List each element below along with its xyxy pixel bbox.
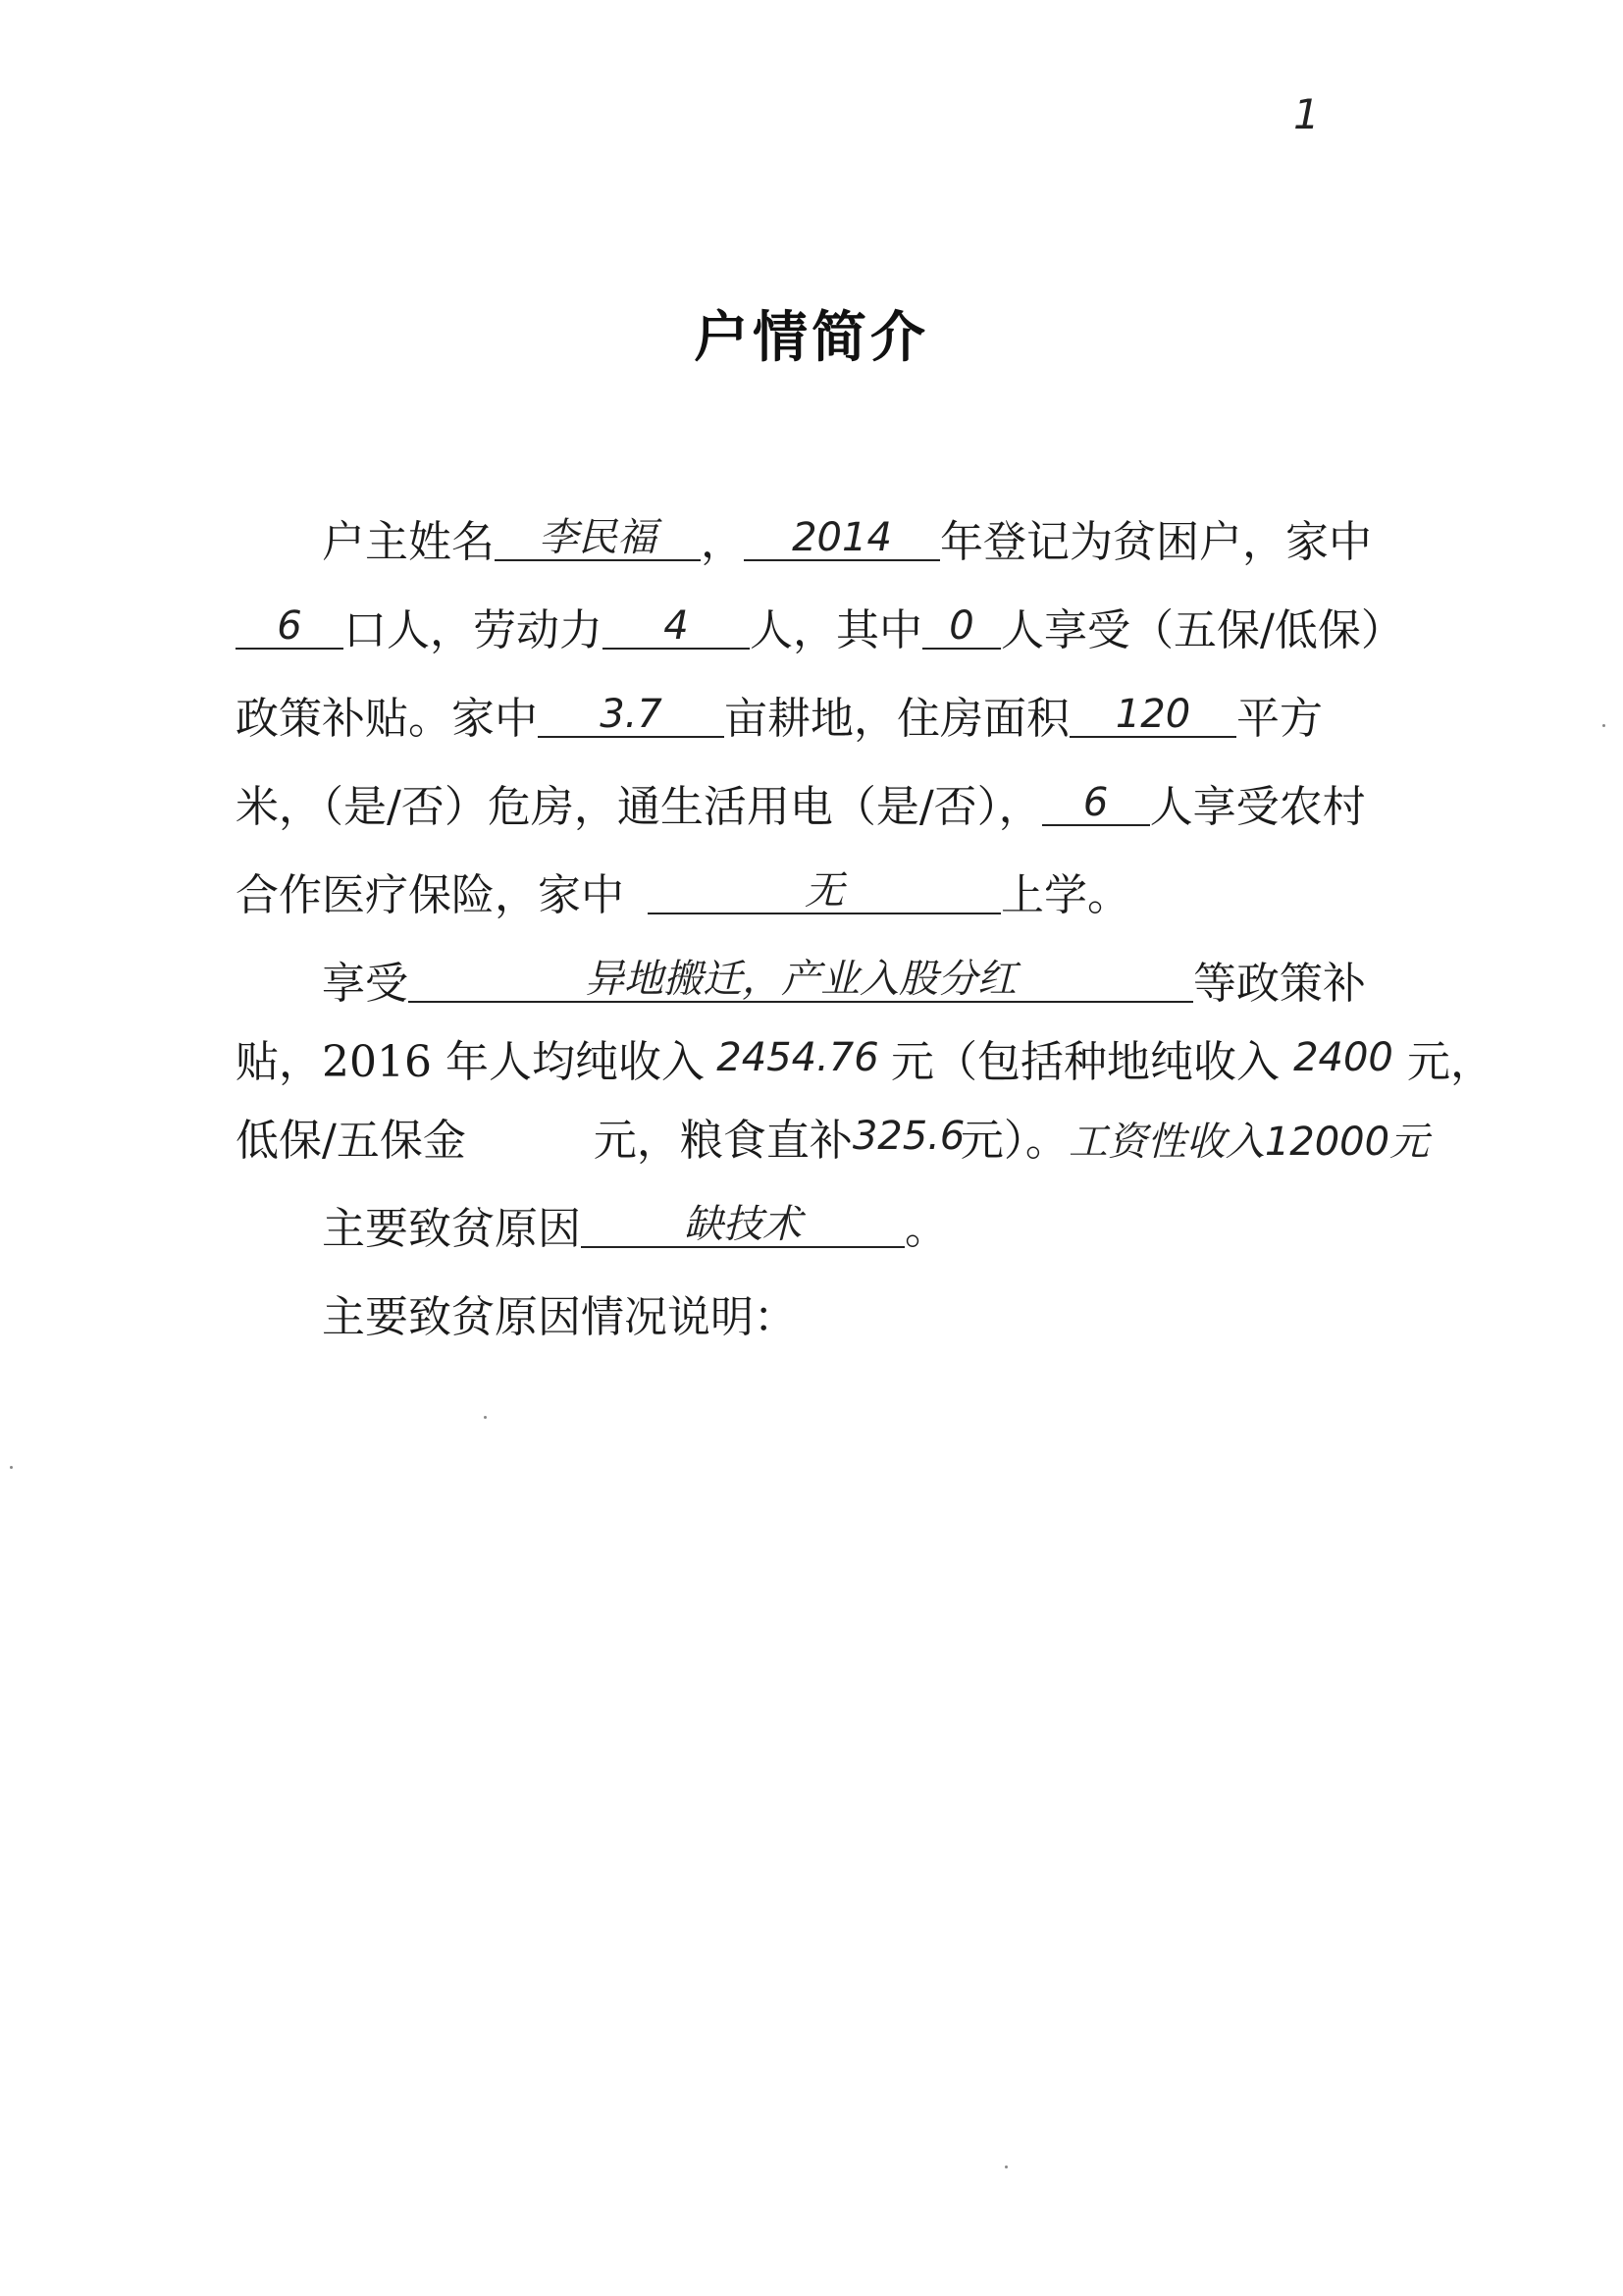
label-head-name: 户主姓名	[322, 517, 495, 567]
page-number: 1	[1293, 90, 1320, 138]
farming-income-field	[1280, 1028, 1407, 1079]
label-medical: 人享受农村	[1149, 782, 1366, 832]
form-line-6	[322, 950, 1366, 1018]
form-line-3	[236, 685, 1323, 754]
poverty-cause-value: 缺技术	[684, 1202, 802, 1247]
head-name-field	[495, 508, 701, 561]
poverty-cause-field	[581, 1195, 905, 1248]
medical-count-field	[1042, 773, 1150, 826]
label-yuan-2: 元）。	[960, 1116, 1069, 1166]
labor-field	[602, 597, 750, 650]
label-period: 。	[905, 1204, 948, 1254]
label-policy-subsidy: 政策补贴。家中	[236, 694, 538, 744]
label-per-capita: 贴，2016 年人均纯收入	[236, 1037, 705, 1087]
grain-subsidy-value: 325.6	[852, 1114, 966, 1159]
label-welfare-fund: 低保/五保金	[236, 1116, 466, 1166]
welfare-count-value: 0	[949, 603, 974, 649]
policies-field	[408, 950, 1193, 1003]
head-name-value: 李民福	[539, 515, 656, 560]
policies-value: 异地搬迁，产业入股分红	[585, 957, 1017, 1002]
students-field	[648, 861, 1001, 914]
form-line-5	[236, 861, 1130, 930]
form-line-2	[236, 597, 1404, 665]
per-capita-income-value: 2454.76	[716, 1035, 879, 1080]
form-line-8	[236, 1107, 1429, 1175]
label-enjoy: 享受	[322, 959, 408, 1009]
form-line-1	[322, 508, 1372, 577]
label-yuan-1: 元，	[1406, 1037, 1493, 1087]
reg-year-value: 2014	[792, 515, 892, 560]
scan-speck	[484, 1416, 487, 1419]
scan-speck	[10, 1466, 13, 1469]
form-line-10	[322, 1283, 797, 1352]
label-poverty-cause: 主要致贫原因	[322, 1204, 581, 1254]
scan-speck	[1602, 724, 1605, 727]
label-welfare: 人享受（五保/低保）	[1001, 605, 1404, 655]
house-area-field	[1070, 685, 1236, 738]
form-line-4	[236, 773, 1366, 842]
label-reg-year: 年登记为贫困户，家中	[940, 517, 1372, 567]
wage-income-note: 工资性收入12000元	[1068, 1120, 1430, 1165]
farmland-field	[538, 685, 724, 738]
label-labor: 人，其中	[750, 605, 922, 655]
farming-income-value: 2400	[1293, 1035, 1393, 1080]
form-line-9	[322, 1195, 948, 1264]
label-cause-explanation: 主要致贫原因情况说明：	[322, 1292, 797, 1342]
per-capita-income-field	[705, 1028, 891, 1079]
label-farming-income: 元（包括种地纯收入	[890, 1037, 1280, 1087]
welfare-count-field	[922, 597, 1001, 650]
form-line-7	[236, 1028, 1493, 1097]
page-title: 户情简介	[694, 306, 929, 370]
grain-subsidy-field	[852, 1107, 966, 1159]
label-farmland: 亩耕地，住房面积	[724, 694, 1070, 744]
family-size-field	[236, 597, 343, 650]
family-size-value: 6	[277, 603, 302, 649]
label-policies: 等政策补	[1193, 959, 1366, 1009]
labor-value: 4	[663, 603, 689, 649]
label-grain-subsidy: 元，粮食直补	[593, 1116, 853, 1166]
scan-speck	[1005, 2166, 1008, 2168]
reg-year-field	[744, 508, 940, 561]
medical-count-value: 6	[1082, 780, 1109, 825]
farmland-value: 3.7	[600, 692, 662, 737]
label-housing-electricity: 米，（是/否）危房，通生活用电（是/否），	[236, 782, 1042, 832]
house-area-value: 120	[1115, 692, 1191, 737]
label-house-area: 平方	[1236, 694, 1323, 744]
label-insurance: 合作医疗保险，家中	[236, 870, 624, 920]
students-value: 无	[805, 868, 844, 913]
label-students: 上学。	[1001, 870, 1130, 920]
comma-text: ，	[701, 517, 744, 567]
label-family-size: 口人，劳动力	[343, 605, 602, 655]
